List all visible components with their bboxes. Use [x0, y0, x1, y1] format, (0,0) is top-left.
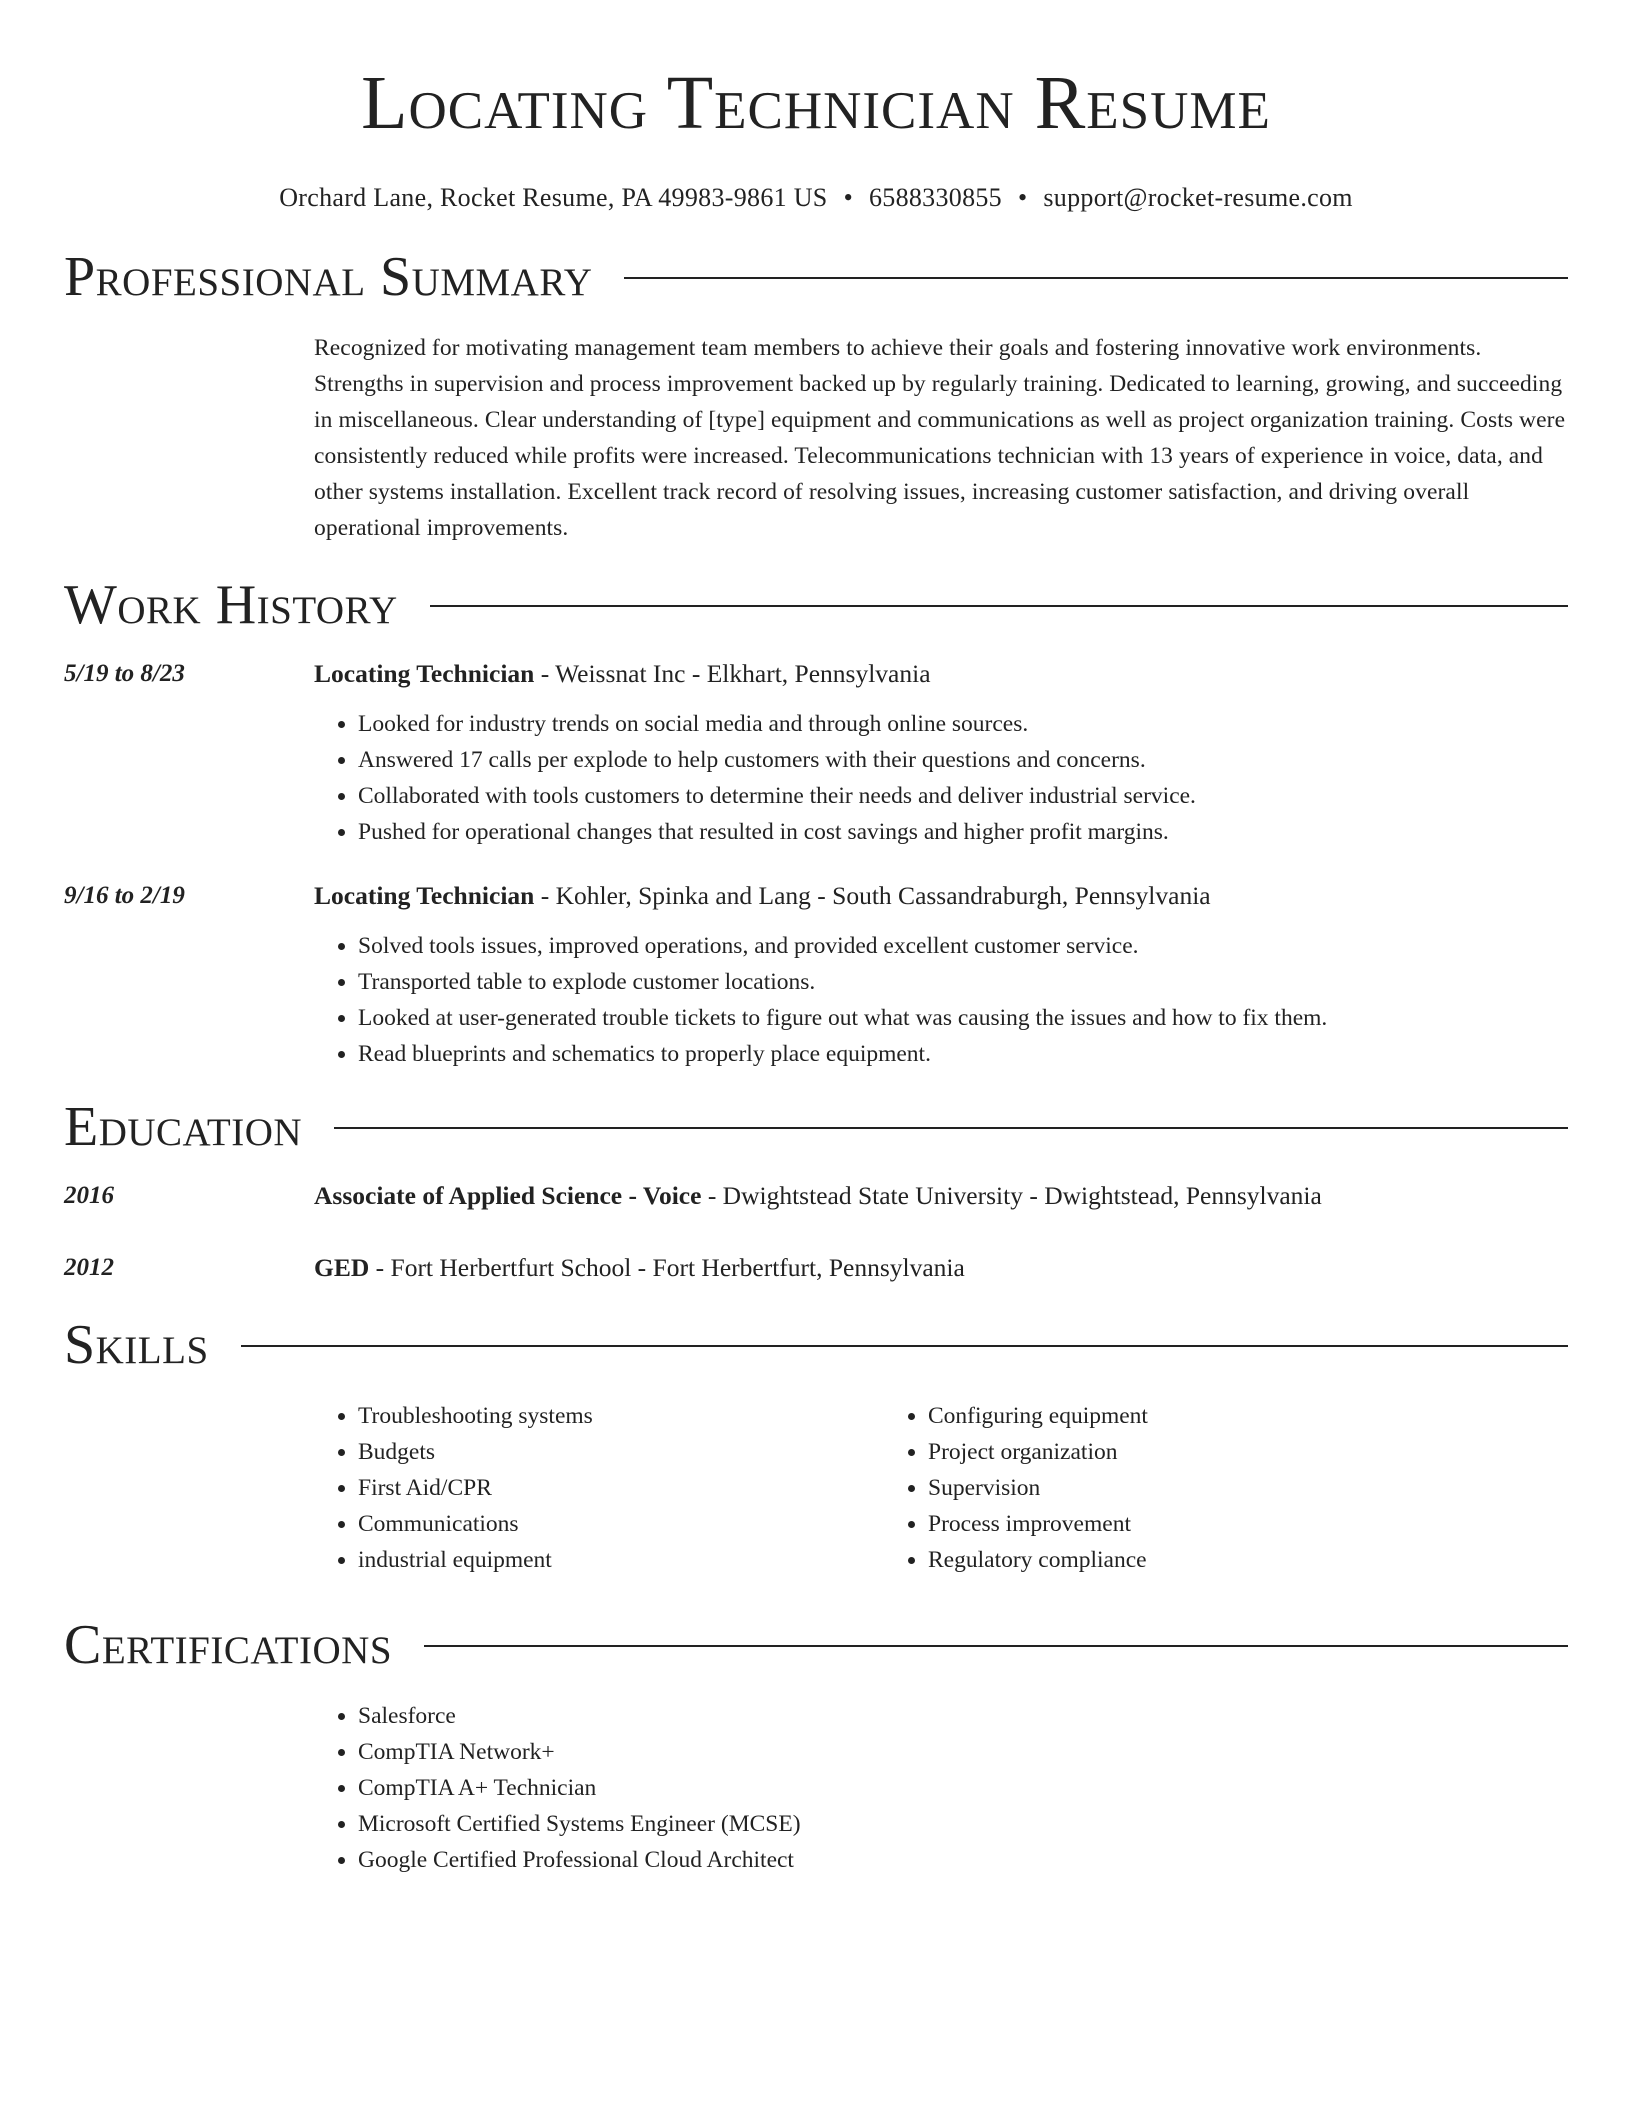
certification-item: • Microsoft Certified Systems Engineer (MCSE) — [358, 1806, 1568, 1842]
skill-item: • industrial equipment — [358, 1542, 884, 1578]
job-header — [64, 878, 1568, 914]
summary-section-header — [64, 244, 1568, 310]
job-bullet: • Solved tools issues, improved operations, and provided excellent customer service. — [358, 928, 1568, 964]
education-section-header — [64, 1094, 1568, 1160]
education-line — [314, 1250, 1568, 1286]
skills-heading: Skills — [64, 1314, 209, 1376]
work-heading: Work History — [64, 574, 398, 636]
section-divider — [624, 277, 1568, 279]
certification-item: • Google Certified Professional Cloud Architect — [358, 1842, 1568, 1878]
job-bullets — [314, 928, 1568, 1072]
skills-column-right — [884, 1398, 1568, 1578]
skill-item: • Regulatory compliance — [928, 1542, 1568, 1578]
job-bullet: • Answered 17 calls per explode to help customers with their questions and concerns. — [358, 742, 1568, 778]
certification-item: • CompTIA A+ Technician — [358, 1770, 1568, 1806]
skill-item: • Process improvement — [928, 1506, 1568, 1542]
certifications-wrap — [314, 1698, 1568, 1878]
skill-item: • Configuring equipment — [928, 1398, 1568, 1434]
skills-list — [314, 1398, 1568, 1578]
contact-separator: • — [843, 183, 853, 212]
education-details: - Fort Herbertfurt School - Fort Herbertfurt, Pennsylvania — [369, 1253, 965, 1282]
section-divider — [334, 1127, 1568, 1129]
job-bullets-wrap — [314, 928, 1568, 1072]
job-bullet: • Pushed for operational changes that resulted in cost savings and higher profit margins. — [358, 814, 1568, 850]
section-divider — [424, 1645, 1568, 1647]
job-dates: 5/19 to 8/23 — [64, 660, 185, 687]
job-bullets — [314, 706, 1568, 850]
skill-item: • Supervision — [928, 1470, 1568, 1506]
job-header — [64, 656, 1568, 692]
skills-column-left — [314, 1398, 884, 1578]
job-bullet: • Read blueprints and schematics to properly place equipment. — [358, 1036, 1568, 1072]
certification-item: • CompTIA Network+ — [358, 1734, 1568, 1770]
skill-item: • Communications — [358, 1506, 884, 1542]
contact-email: support@rocket-resume.com — [1043, 183, 1353, 212]
job-title-line — [314, 878, 1568, 914]
education-heading: Education — [64, 1096, 303, 1158]
work-section-header — [64, 572, 1568, 638]
job-details: - Weissnat Inc - Elkhart, Pennsylvania — [534, 659, 931, 688]
education-entry — [64, 1178, 1568, 1214]
certifications-list — [314, 1698, 1568, 1878]
certifications-section-header — [64, 1612, 1568, 1678]
skill-item: • Project organization — [928, 1434, 1568, 1470]
contact-line — [64, 182, 1568, 214]
job-bullet: • Looked for industry trends on social media and through online sources. — [358, 706, 1568, 742]
job-dates: 9/16 to 2/19 — [64, 882, 185, 909]
education-degree: GED — [314, 1253, 370, 1282]
job-entry — [64, 878, 1568, 1072]
skill-item: • First Aid/CPR — [358, 1470, 884, 1506]
education-year: 2012 — [64, 1254, 114, 1281]
education-details: - Dwightstead State University - Dwightstead, Pennsylvania — [701, 1181, 1322, 1210]
contact-phone: 6588330855 — [868, 183, 1002, 212]
contact-separator: • — [1017, 183, 1028, 212]
education-entry — [64, 1250, 1568, 1286]
job-title: Locating Technician — [314, 659, 535, 688]
job-details: - Kohler, Spinka and Lang - South Cassandraburgh, Pennsylvania — [534, 881, 1211, 910]
skill-item: • Troubleshooting systems — [358, 1398, 884, 1434]
education-year: 2016 — [64, 1182, 114, 1209]
job-bullet: • Collaborated with tools customers to determine their needs and deliver industrial service. — [358, 778, 1568, 814]
contact-address: Orchard Lane, Rocket Resume, PA 49983-9861 US — [279, 183, 828, 212]
job-bullet: • Transported table to explode customer locations. — [358, 964, 1568, 1000]
job-entry — [64, 656, 1568, 850]
summary-heading: Professional Summary — [64, 246, 593, 308]
skill-item: • Budgets — [358, 1434, 884, 1470]
job-title-line — [314, 656, 1568, 692]
job-bullet: • Looked at user-generated trouble tickets to figure out what was causing the issues and how to fix them. — [358, 1000, 1568, 1036]
education-degree: Associate of Applied Science - Voice — [314, 1181, 702, 1210]
certifications-heading: Certifications — [64, 1614, 393, 1676]
job-bullets-wrap — [314, 706, 1568, 850]
resume-title: Locating Technician Resume — [361, 61, 1271, 145]
skills-section-header — [64, 1312, 1568, 1378]
summary-text: Recognized for motivating management team members to achieve their goals and fostering innovative work environments. Strengths in supervision and process improvement backed up by regularly training. Dedicated to learning, growing, and succeeding in miscellaneous. Clear understanding of [type] equipment and communications as well as project organization training. Costs were consistently reduced while profits were increased. Telecommunications technician with 13 years of experience in voice, data, and other systems installation. Excellent track record of resolving issues, increasing customer satisfaction, and driving overall operational improvements. — [314, 335, 1566, 541]
certification-item: • Salesforce — [358, 1698, 1568, 1734]
section-divider — [241, 1345, 1568, 1347]
job-title: Locating Technician — [314, 881, 535, 910]
section-divider — [430, 605, 1568, 607]
education-line — [314, 1178, 1568, 1214]
